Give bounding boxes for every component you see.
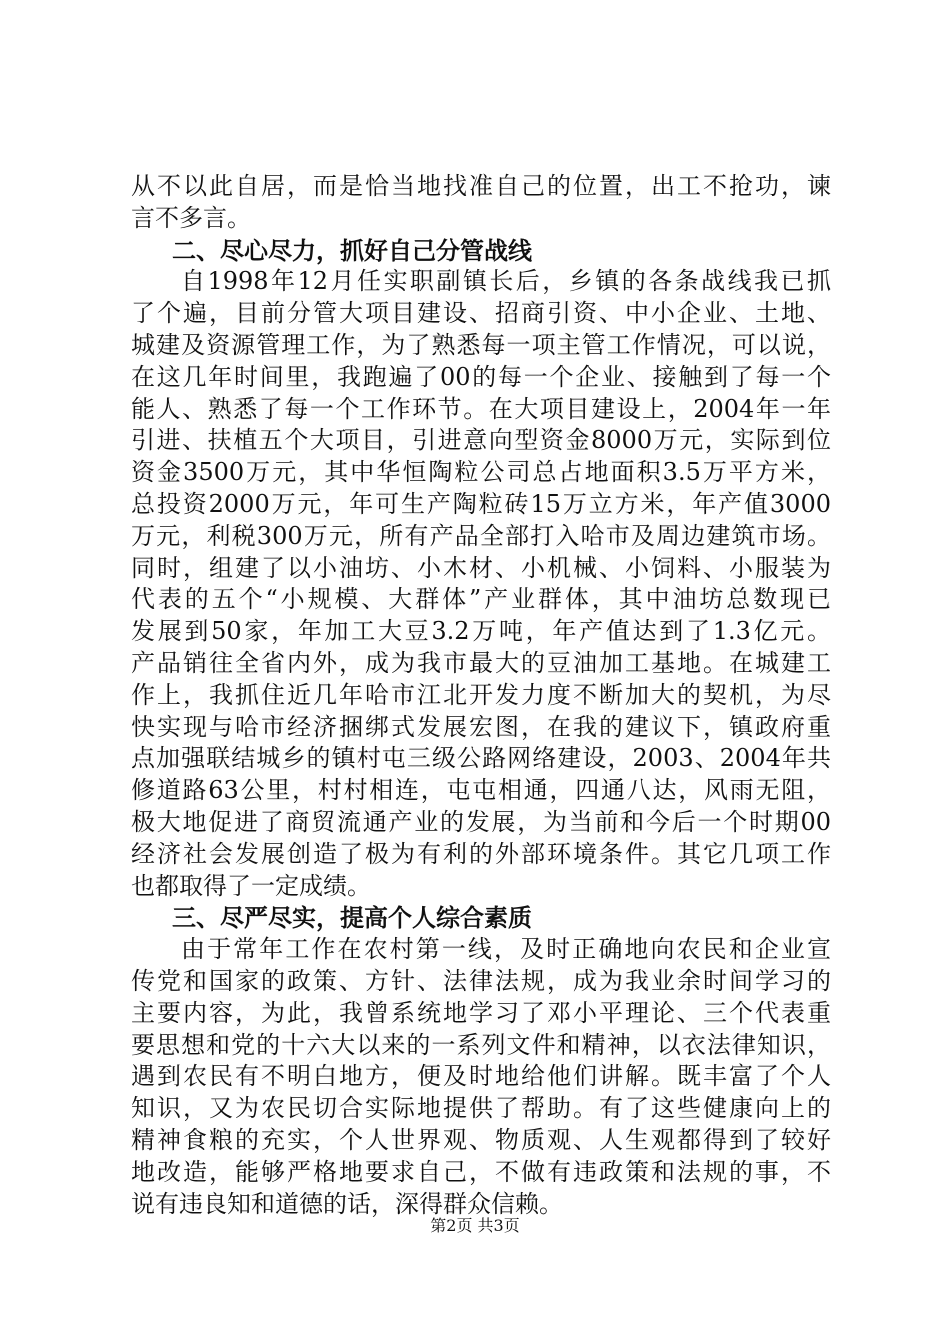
text-line: 万元，利税300万元，所有产品全部打入哈市及周边建筑市场。 [131,521,831,550]
paragraph-section-2 [131,266,831,902]
text-line: 发展到50家，年加工大豆3.2万吨，年产值达到了1.3亿元。 [131,617,831,646]
document-body [131,171,831,1220]
text-line: 经济社会发展创造了极为有利的外部环境条件。其它几项工作 [131,839,831,868]
text-line: 代表的五个“小规模、大群体”产业群体，其中油坊总数现已 [131,585,831,614]
text-line: 精神食粮的充实，个人世界观、物质观、人生观都得到了较好 [131,1125,831,1154]
text-line: 极大地促进了商贸流通产业的发展，为当前和今后一个时期00 [131,807,831,836]
text-line: 自1998年12月任实职副镇长后，乡镇的各条战线我已抓 [181,267,831,296]
text-line: 城建及资源管理工作，为了熟悉每一项主管工作情况，可以说， [131,330,831,359]
page-number-indicator: 第2页 共3页 [430,1216,520,1235]
text-line: 修道路63公里，村村相连，屯屯相通，四通八达，风雨无阻， [131,776,831,805]
section-heading-3: 三、尽严尽实，提高个人综合素质 [172,903,532,933]
paragraph-section-3 [131,934,831,1220]
text-line: 知识，又为农民切合实际地提供了帮助。有了这些健康向上的 [131,1094,831,1123]
text-line: 地改造，能够严格地要求自己，不做有违政策和法规的事，不 [131,1157,831,1186]
page-footer [0,1216,950,1236]
text-line: 同时，组建了以小油坊、小木材、小机械、小饲料、小服装为 [131,553,831,582]
text-line: 能人、熟悉了每一个工作环节。在大项目建设上，2004年一年 [131,394,831,423]
text-line: 言不多言。 [131,203,251,232]
paragraph-continuation [131,171,831,235]
text-line: 说有违良知和道德的话，深得群众信赖。 [131,1189,563,1218]
text-line: 产品销往全省内外，成为我市最大的豆油加工基地。在城建工 [131,648,831,677]
text-line: 点加强联结城乡的镇村屯三级公路网络建设，2003、2004年共 [131,744,831,773]
text-line: 主要内容，为此，我曾系统地学习了邓小平理论、三个代表重 [131,998,831,1027]
text-line: 传党和国家的政策、方针、法律法规，成为我业余时间学习的 [131,966,831,995]
text-line: 作上，我抓住近几年哈市江北开发力度不断加大的契机，为尽 [131,680,831,709]
text-line: 引进、扶植五个大项目，引进意向型资金8000万元，实际到位 [131,426,831,455]
section-heading-2: 二、尽心尽力，抓好自己分管战线 [172,235,532,265]
text-line: 遇到农民有不明白地方，便及时地给他们讲解。既丰富了个人 [131,1062,831,1091]
text-line: 资金3500万元，其中华恒陶粒公司总占地面积3.5万平方米， [131,458,831,487]
text-line: 要思想和党的十六大以来的一系列文件和精神，以衣法律知识， [131,1030,831,1059]
text-line: 快实现与哈市经济捆绑式发展宏图，在我的建议下，镇政府重 [131,712,831,741]
text-line: 了个遍，目前分管大项目建设、招商引资、中小企业、土地、 [131,299,831,328]
text-line: 从不以此自居，而是恰当地找准自己的位置，出工不抢功，谏 [131,172,831,200]
text-line: 在这几年时间里，我跑遍了00的每一个企业、接触到了每一个 [131,362,831,391]
text-line: 由于常年工作在农村第一线，及时正确地向农民和企业宣 [181,935,831,964]
text-line: 也都取得了一定成绩。 [131,871,371,900]
text-line: 总投资2000万元，年可生产陶粒砖15万立方米，年产值3000 [131,489,831,518]
